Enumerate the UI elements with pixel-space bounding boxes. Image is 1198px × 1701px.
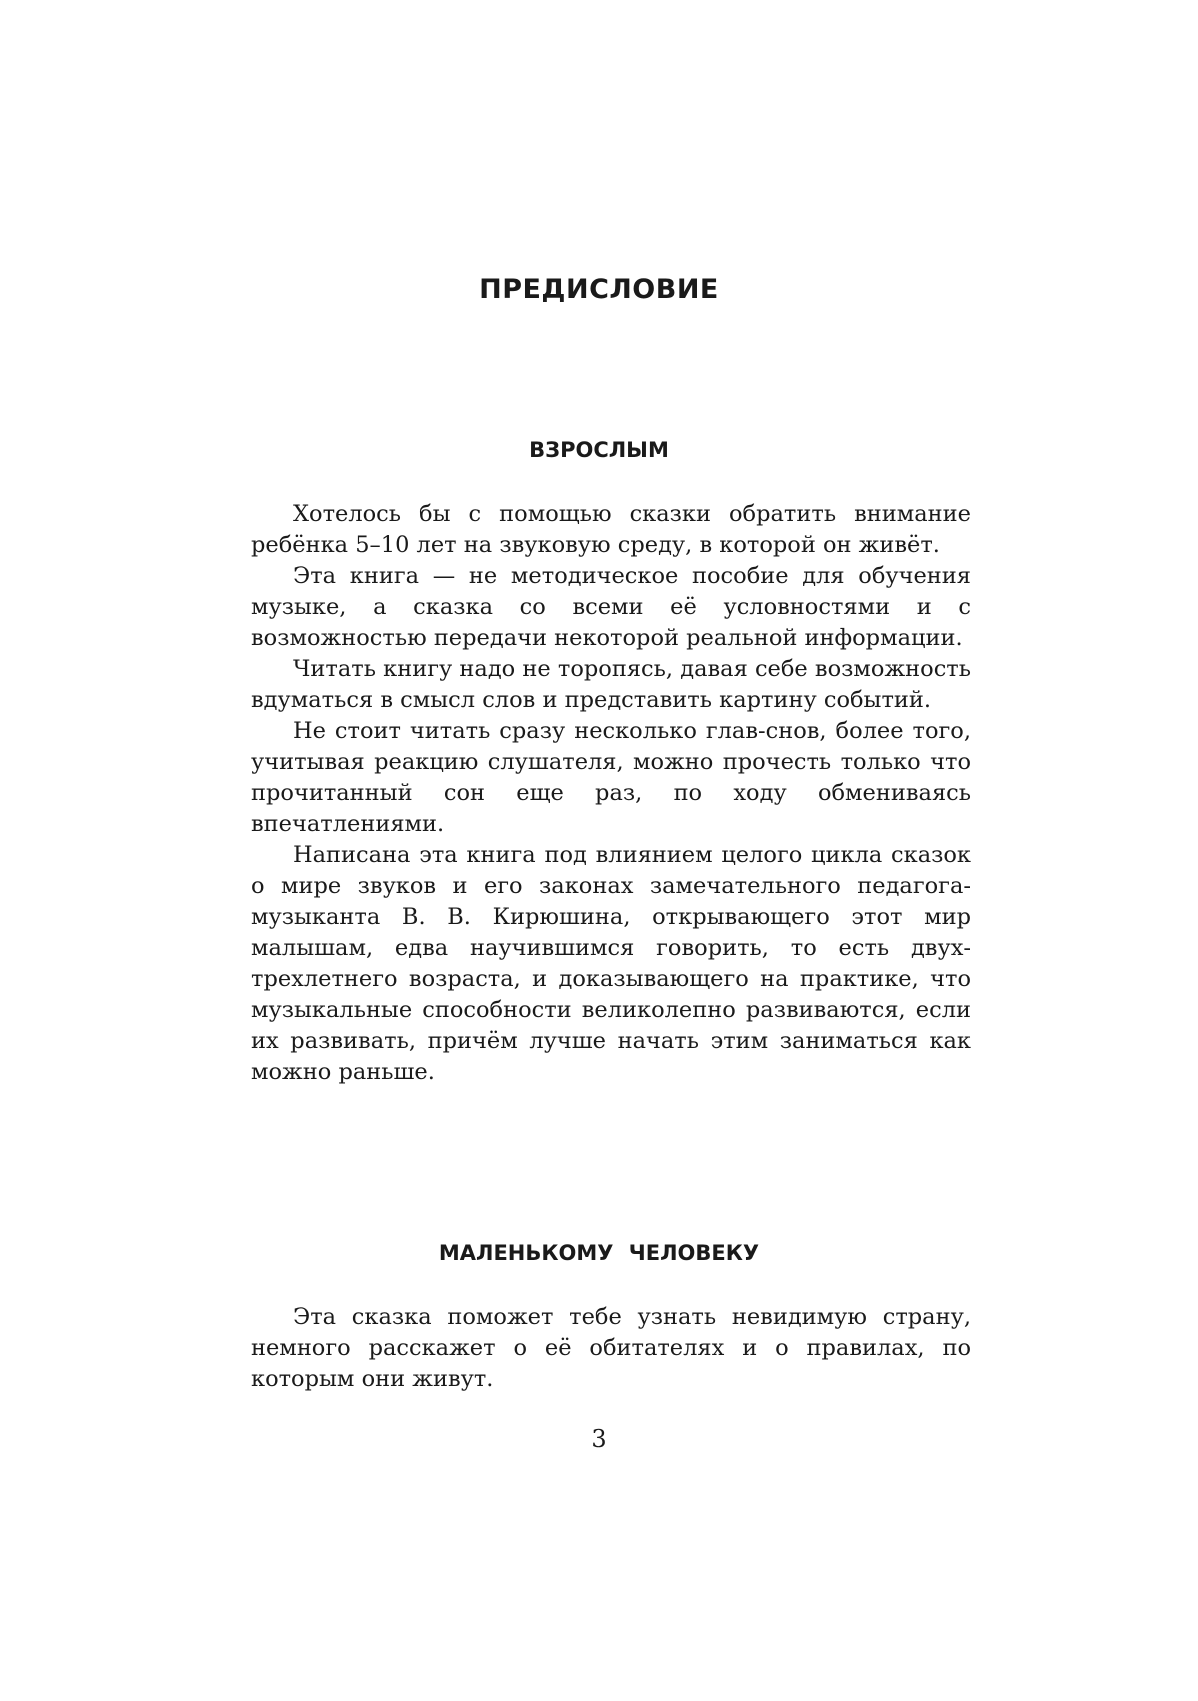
page-number: 3 <box>591 1425 607 1453</box>
paragraph: Написана эта книга под влиянием целого цикла сказок о мире звуков и его законах замечательного педагога-музыканта В. В. Кирюшина, открывающего этот мир малышам, едва научившимся говорить, то есть двух-трехлетнего возраста, и доказывающего на практике, что музыкальные способности великолепно развиваются, если их развивать, причём лучше начать этим заниматься как можно раньше. <box>251 842 971 1085</box>
section-heading-adults: ВЗРОСЛЫМ <box>529 438 669 462</box>
paragraph: Хотелось бы с помощью сказки обратить внимание ребёнка 5–10 лет на звуковую среду, в которой он живёт. <box>251 501 971 558</box>
section-body-adults <box>251 499 971 1088</box>
paragraph: Не стоит читать сразу несколько глав-снов, более того, учитывая реакцию слушателя, можно прочесть только что прочитанный сон еще раз, по ходу обмениваясь впечатлениями. <box>251 718 971 837</box>
paragraph: Эта книга — не методическое пособие для обучения музыке, а сказка со всеми её условностями и с возможностью передачи некоторой реальной информации. <box>251 563 971 651</box>
section-heading-little-person: МАЛЕНЬКОМУ ЧЕЛОВЕКУ <box>438 1241 760 1265</box>
section-body-little-person <box>251 1302 971 1395</box>
paragraph: Читать книгу надо не торопясь, давая себе возможность вдуматься в смысл слов и представить картину событий. <box>251 656 971 713</box>
paragraph: Эта сказка поможет тебе узнать невидимую страну, немного расскажет о её обитателях и о правилах, по которым они живут. <box>251 1304 971 1392</box>
page-title: ПРЕДИСЛОВИЕ <box>479 274 719 305</box>
